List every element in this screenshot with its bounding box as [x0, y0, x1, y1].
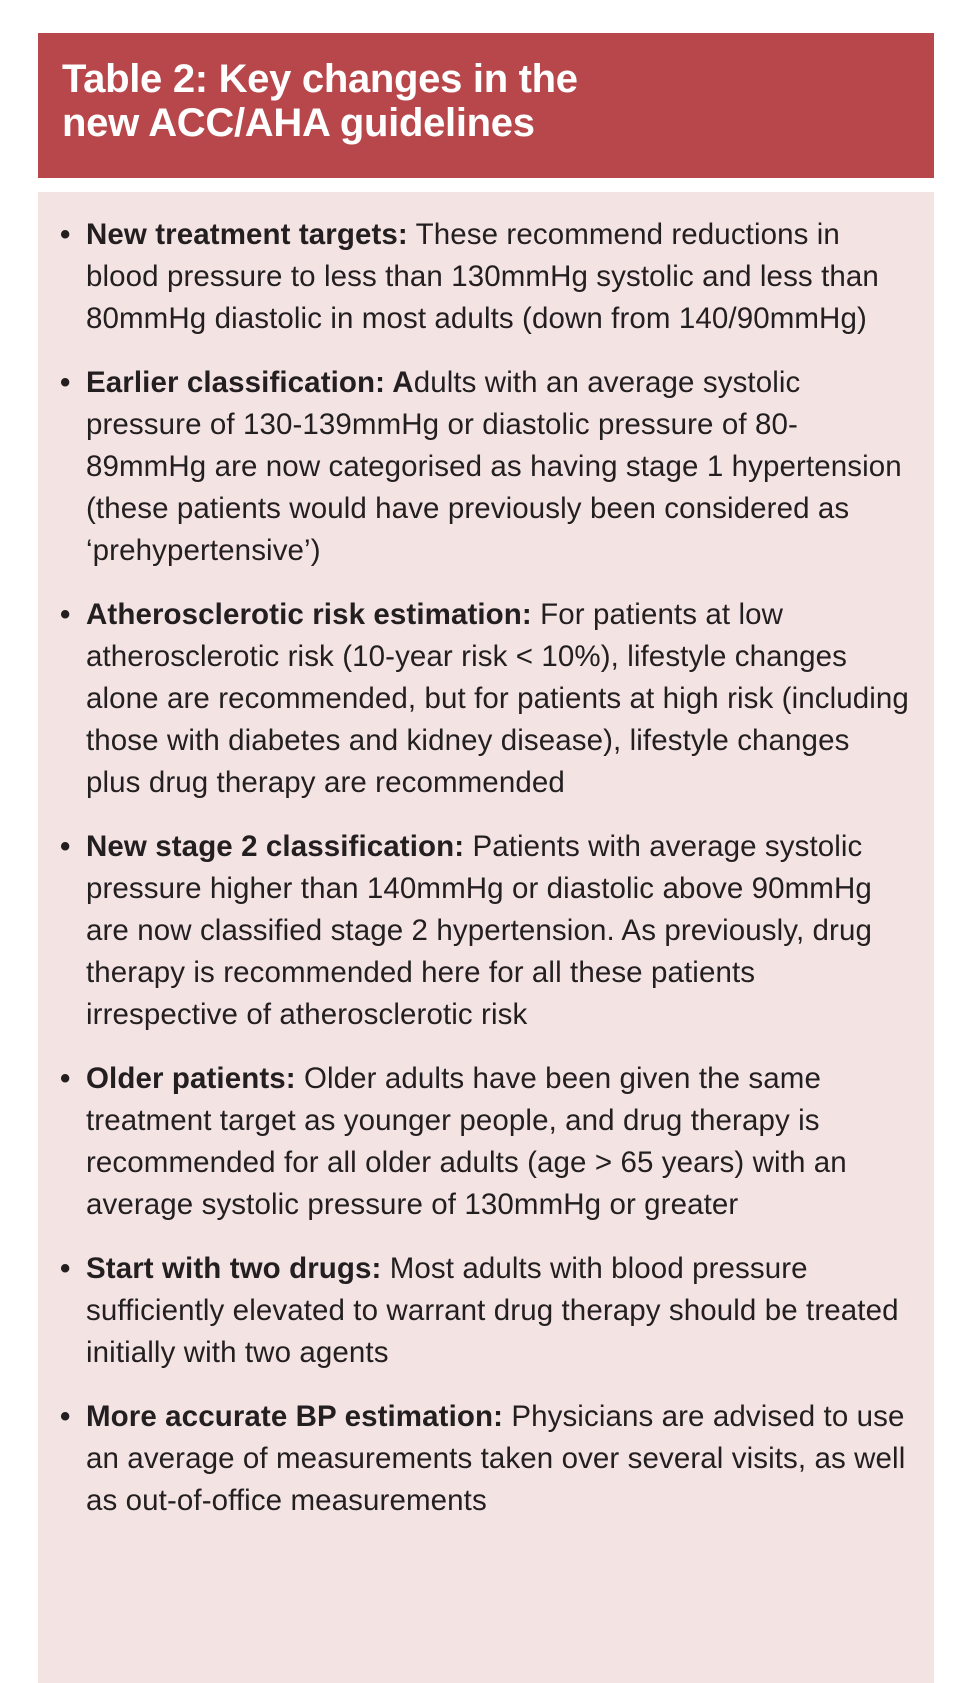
item-text: dults with an average systolic pressure of 130-139mmHg or diastolic pressure of 80-89mmHg are now categorised as having stage 1 hypertension (these patients would have previously been considered as ‘prehypertensive’) — [86, 366, 902, 567]
table-body — [38, 192, 934, 1683]
list-item — [60, 826, 910, 1036]
changes-list — [60, 214, 910, 1522]
item-heading: Earlier classification: A — [86, 366, 414, 399]
item-text: Most adults with blood pressure sufficiently elevated to warrant drug therapy should be treated initially with two agents — [86, 1252, 899, 1369]
bullet-icon: • — [60, 1400, 71, 1433]
list-item — [60, 594, 910, 804]
item-heading: More accurate BP estimation: — [86, 1400, 504, 1433]
list-item — [60, 1058, 910, 1226]
table-header — [38, 33, 934, 178]
item-heading: Older patients: — [86, 1062, 296, 1095]
item-heading: Start with two drugs: — [86, 1252, 382, 1285]
list-item — [60, 214, 910, 340]
item-heading: New treatment targets: — [86, 218, 408, 251]
item-text: For patients at low atherosclerotic risk (10-year risk < 10%), lifestyle changes alone are recommended, but for patients at high risk (including those with diabetes and kidney disease), lifestyle changes plus drug therapy are recommended — [86, 598, 909, 799]
key-changes-table — [38, 33, 934, 1683]
item-text: Older adults have been given the same treatment target as younger people, and drug therapy is recommended for all older adults (age > 65 years) with an average systolic pressure of 130mmHg or greater — [86, 1062, 847, 1221]
list-item — [60, 362, 910, 572]
list-item — [60, 1248, 910, 1374]
bullet-icon: • — [60, 1062, 71, 1095]
item-text: Patients with average systolic pressure higher than 140mmHg or diastolic above 90mmHg are now classified stage 2 hypertension. As previously, drug therapy is recommended here for all these patients irrespective of atherosclerotic risk — [86, 830, 872, 1031]
bullet-icon: • — [60, 598, 71, 631]
item-heading: New stage 2 classification: — [86, 830, 465, 863]
header-divider — [38, 178, 934, 192]
table-title: Table 2: Key changes in the new ACC/AHA guidelines — [62, 57, 578, 145]
bullet-icon: • — [60, 830, 71, 863]
bullet-icon: • — [60, 218, 71, 251]
item-text: These recommend reductions in blood pressure to less than 130mmHg systolic and less than 80mmHg diastolic in most adults (down from 140/90mmHg) — [86, 218, 879, 335]
bullet-icon: • — [60, 366, 71, 399]
list-item — [60, 1396, 910, 1522]
item-text: Physicians are advised to use an average of measurements taken over several visits, as well as out-of-office measurements — [86, 1400, 906, 1517]
bullet-icon: • — [60, 1252, 71, 1285]
item-heading: Atherosclerotic risk estimation: — [86, 598, 532, 631]
